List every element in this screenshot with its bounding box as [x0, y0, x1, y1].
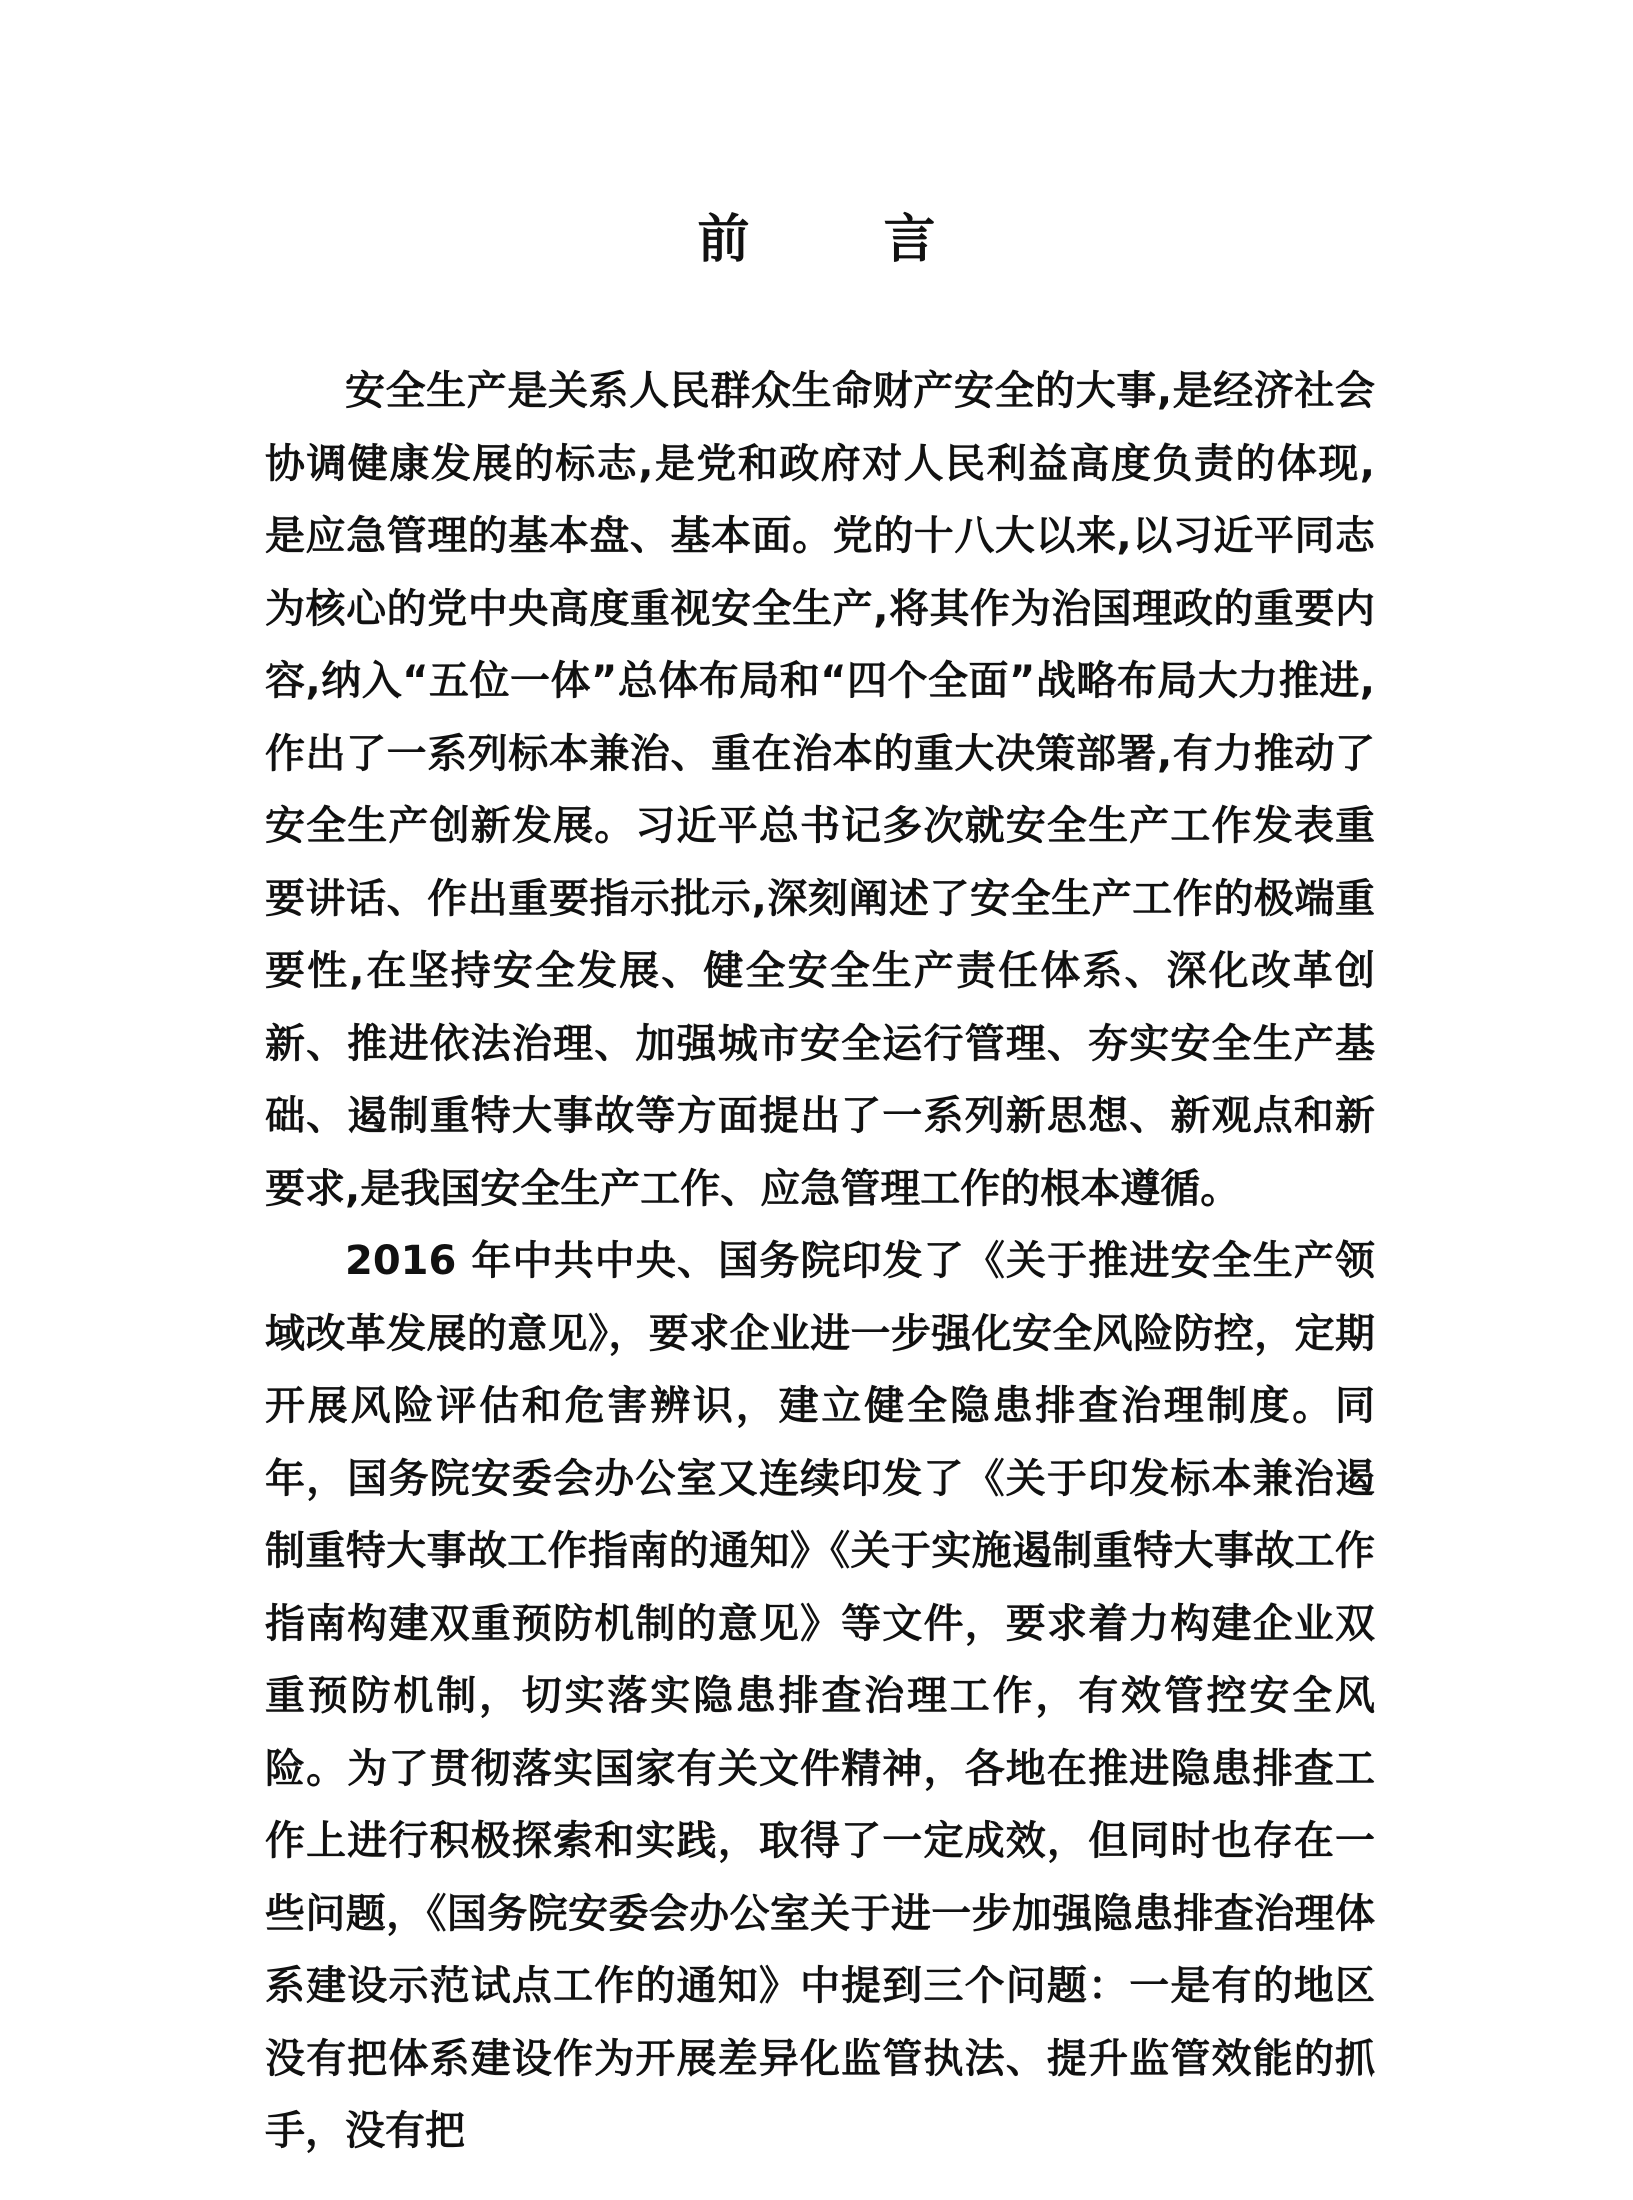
- body-text: [265, 355, 1375, 2168]
- paragraph-1: 安全生产是关系人民群众生命财产安全的大事,是经济社会协调健康发展的标志,是党和政府对人民利益高度负责的体现,是应急管理的基本盘、基本面。党的十八大以来,以习近平同志为核心的党中央高度重视安全生产,将其作为治国理政的重要内容,纳入“五位一体”总体布局和“四个全面”战略布局大力推进,作出了一系列标本兼治、重在治本的重大决策部署,有力推动了安全生产创新发展。习近平总书记多次就安全生产工作发表重要讲话、作出重要指示批示,深刻阐述了安全生产工作的极端重要性,在坚持安全发展、健全安全生产责任体系、深化改革创新、推进依法治理、加强城市安全运行管理、夯实安全生产基础、遏制重特大事故等方面提出了一系列新思想、新观点和新要求,是我国安全生产工作、应急管理工作的根本遵循。: [265, 368, 1375, 1212]
- paragraph-2: 2016 年中共中央、国务院印发了《关于推进安全生产领域改革发展的意见》，要求企业进一步强化安全风险防控，定期开展风险评估和危害辨识，建立健全隐患排查治理制度。同年，国务院安委会办公室又连续印发了《关于印发标本兼治遏制重特大事故工作指南的通知》《关于实施遏制重特大事故工作指南构建双重预防机制的意见》等文件，要求着力构建企业双重预防机制，切实落实隐患排查治理工作，有效管控安全风险。为了贯彻落实国家有关文件精神，各地在推进隐患排查工作上进行积极探索和实践，取得了一定成效，但同时也存在一些问题，《国务院安委会办公室关于进一步加强隐患排查治理体系建设示范试点工作的通知》中提到三个问题：一是有的地区没有把体系建设作为开展差异化监管执法、提升监管效能的抓手，没有把: [265, 1238, 1375, 2154]
- page-title: 前 言: [697, 210, 994, 270]
